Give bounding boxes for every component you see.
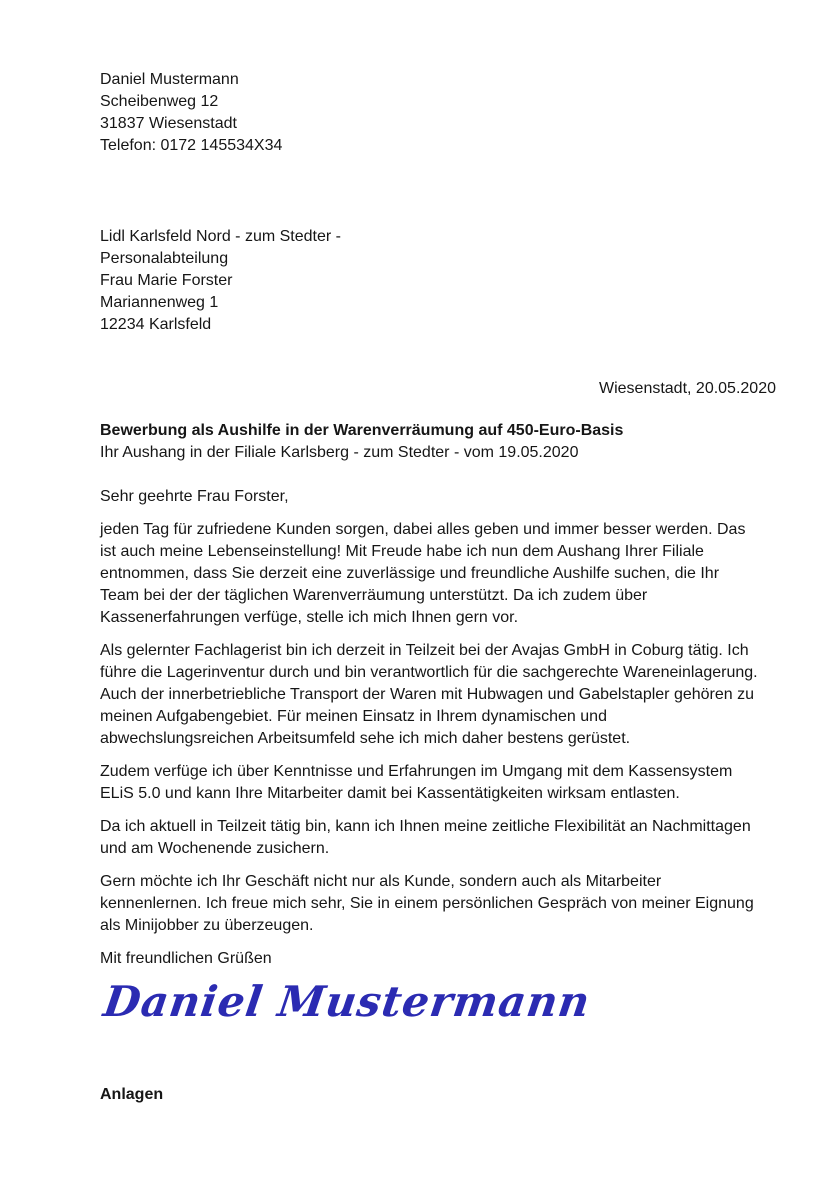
enclosures-label: Anlagen [100,1086,164,1103]
recipient-company: Lidl Karlsfeld Nord - zum Stedter - [100,228,341,245]
sender-address-block [100,69,776,157]
closing-formula: Mit freundlichen Grüßen [100,950,272,967]
body-paragraph-1: jeden Tag für zufriedene Kunden sorgen, dabei alles geben und immer besser werden. Das ist auch meine Lebenseinstellung! Mit Freude habe ich nun dem Aushang Ihrer Filiale entnommen, dass Sie derzeit eine zuverlässige und freundliche Aushilfe suchen, die Ihr Team bei der der täglichen Warenverräumung unterstützt. Da ich zudem über Kassenerfahrungen verfüge, stelle ich mich Ihnen gern vor. [100,521,746,626]
signature: Daniel Mustermann [100,977,594,1026]
salutation: Sehr geehrte Frau Forster, [100,488,289,505]
subject-block [100,420,776,464]
sender-phone: Telefon: 0172 145534X34 [100,137,283,154]
sender-street: Scheibenweg 12 [100,93,219,110]
body-paragraph-2: Als gelernter Fachlagerist bin ich derzeit in Teilzeit bei der Avajas GmbH in Coburg tätig. Ich führe die Lagerinventur durch und bin verantwortlich für die sachgerechte Wareneinlagerung. Auch der innerbetriebliche Transport der Waren mit Hubwagen und Gabelstapler gehören zu meinen Aufgabengebiet. Für meinen Einsatz in Ihrem dynamischen und abwechslungsreichen Arbeitsumfeld sehe ich mich daher bestens gerüstet. [100,642,758,747]
recipient-city: 12234 Karlsfeld [100,316,212,333]
recipient-department: Personalabteilung [100,250,229,267]
recipient-contact: Frau Marie Forster [100,272,233,289]
recipient-address-block [100,226,776,336]
body-paragraph-5: Gern möchte ich Ihr Geschäft nicht nur als Kunde, sondern auch als Mitarbeiter kennenlernen. Ich freue mich sehr, Sie in einem persönlichen Gespräch von meiner Eignung als Minijobber zu überzeugen. [100,873,754,934]
body-paragraph-4: Da ich aktuell in Teilzeit tätig bin, kann ich Ihnen meine zeitliche Flexibilität an Nachmittagen und am Wochenende zusichern. [100,818,751,857]
recipient-street: Mariannenweg 1 [100,294,219,311]
subject-line: Bewerbung als Aushilfe in der Warenverräumung auf 450-Euro-Basis [100,422,624,439]
sender-name: Daniel Mustermann [100,71,239,88]
sender-city: 31837 Wiesenstadt [100,115,237,132]
subject-reference-line: Ihr Aushang in der Filiale Karlsberg - zum Stedter - vom 19.05.2020 [100,444,579,461]
body-paragraph-3: Zudem verfüge ich über Kenntnisse und Erfahrungen im Umgang mit dem Kassensystem ELiS 5.0 und kann Ihre Mitarbeiter damit bei Kassentätigkeiten wirksam entlasten. [100,763,733,802]
place-and-date: Wiesenstadt, 20.05.2020 [598,380,776,397]
